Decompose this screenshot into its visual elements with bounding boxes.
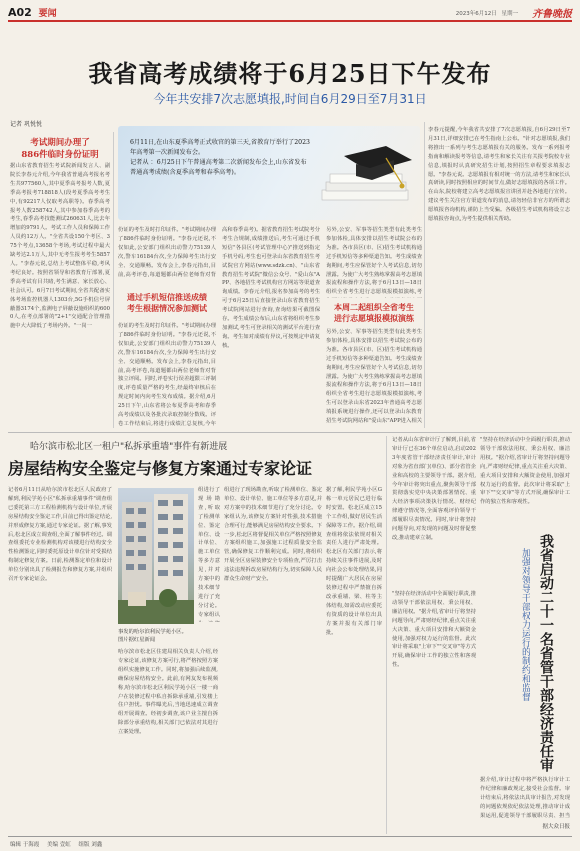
graduation-cap-icon [314, 128, 424, 220]
audit-article-body2: 据介绍,审计过程中将严格执行审计工作纪律和廉政规定,接受社会监督。审计结束后,将依法出具审计报告,对发现的问题依规依纪依法处理,推动审计成果运用,促进领导干部履职尽责、担当 [480, 777, 570, 819]
photo-caption: 事发的哈尔滨利民学苑小区。 图片据红星新闻 [118, 629, 187, 643]
building-photo [118, 488, 194, 624]
lower-article-col3: 组进行了现场勘查,听取了检测单位、鉴定单位、设计单位、施工单位等多方意见,并对方案中的技术细节进行了充分讨论。专家组认为,该修复方案针对性强,技术措施合理可行,能够满足房屋结构安全要求。下一步,松北区将督促相关单位严格按照修复方案组织施工,加强施工过程质量安全监管,确保修复工作顺利完成。同时,将组织开展全区房屋装修安全专项检查,严厉打击违法违规拆改房屋结构行为,切实保障人民群众生命财产安全。 [224, 487, 322, 583]
header-date [456, 9, 518, 17]
column-divider [113, 132, 114, 428]
footer-designer: 美编 壹虹 [47, 842, 71, 848]
main-article-col5: 李春元提醒,今年我省共安排了7次志愿填报,自6月29日至7月31日,详细安排已在考生指南上公布。"针对志愿填报,我们将推出一系列与考生志愿填报有关的服务。发布一系列报考指南和解读报考等信息,请考生和家长关注有关报考院校专业信息,填报时认真研究招生计划,按照招生章程要求填报志愿。"李春元说。志愿填报有相对统一的方法,请考生和家长认真研读,同时按照相应的时间节点,做好志愿填报的各项工作。在山东,院校将建立高考志愿填报宣讲团并赴各地进行宣传。建议考生关注官方渠道发布的消息,请勿轻信非官方的所谓志愿填报咨询机构,谨防上当受骗。各级招生考试机构将设立志愿填报咨询点,为考生提供相关帮助。 [428, 127, 570, 223]
issue-date: 2023年6月12日 [455, 11, 497, 17]
main-article-col2-cont: 份证的考生及时打印证件。"考试期间办理了886件临时身份证明。"李春元还说,不仅如此,公安部门组织出动警力75139人次,警车16184台次,全力保障考生出行安全、交通顺畅。发布会上,李春元指出,目前,高考评卷,每道题都由两位老师背对背独立评阅。同时,评卷实行误差超限三评制度,评卷质量严格的考生,经最终审核后在规定时间内向考生发布成绩。据介绍,6月25日下午,山东省将公布夏季高考和春季高考成绩以及各批次录取控制分数线。评卷工作结束后,将进行成绩汇总复核,今年 [118, 323, 216, 426]
main-article-col3: 高和春季高考)。据省教育招生考试院考分考生合规制,成绩推送后,考生可通过手机短信"各县区(考试管理中心)"推送到指定手机号码,考生也可登录山东省教育招生考试院官方网站(www.sdzk.cn)、"山东省教育招生考试院"微信公众号、"爱山东"APP、各地招生考试机构官方网站等渠道查询成绩。李春元介绍,报名参加高考的考生可于6月25日后直接登录山东省教育招生考试院网站进行查询,查询结果可截图保存。考生成绩公布后,山东省将组织考生参加测试,考生可登录相关的测试平台进行查询。考生如对成绩有异议,可按规定申请复核。 [222, 227, 320, 349]
byline: 记者 巩悦悦 [10, 121, 42, 128]
column-divider [424, 122, 425, 428]
subhead-mock-drill: 本周二起组织全省考生 进行志愿填报模拟演练 [334, 302, 414, 323]
lower-article-col4: 据了解,利民学苑小区G栋一单元居民已进行临时安置。松北区成立15个工作组,做好居民生活保障等工作。据介绍,调查组将依法依规对相关责任人进行严肃处理。松北区有关部门表示,将持续关注事件进展,及时向社会公布处理结果,同时提醒广大居民在房屋装修过程中严禁擅自拆改承重墙、梁、柱等主体结构,如需改动应委托有资质的设计单位出具方案并报有关部门审批。 [326, 487, 382, 636]
main-subheadline: 今年共安排7次志愿填报,时间自6月29日至7月31日 [153, 92, 427, 106]
lower-kicker: 哈尔滨市松北区一租户"私拆承重墙"事件有新进展 [30, 442, 228, 452]
column-divider [386, 436, 387, 834]
box-title: 考试期间办理了 886件临时身份证明 [21, 138, 99, 160]
footer-rule [8, 836, 572, 837]
callout-text: 6月11日,在山东夏季高考正式收官的第三天,省教育厅举行了2023年高考第一次新闻发布会。 记者从 ：6月25日下午普通高考第二次新闻发布会上,山东省发布普通高考成绩(含夏季高考和春季高考)。 [130, 139, 310, 176]
footer-editor: 编辑 于海霞 [10, 842, 40, 848]
lower-headline: 房屋结构安全鉴定与修复方案通过专家论证 [8, 459, 313, 478]
page-number: A02 [8, 6, 32, 19]
footer-credits [10, 840, 102, 848]
issue-weekday: 星期一 [501, 11, 518, 17]
main-article-col4: 另外,公安、军事等招生类型有此类考生参加体检,具体安排以招生考试院公布的为准。各市县区(市、区)招生考试机构通过手机短信等多种渠道告知。考生成绩查询期间,考生应保管好个人考试信息,切勿泄露。为使广大考生熟练掌握高考志愿填报流程和操作方法,将于6月13日—18日组织全省考生进行志愿填报模拟演练,考 [326, 227, 422, 296]
audit-article-body: "坚持在经济活动中全面履行职责,推动领导干部依法用权、秉公用权、廉洁用权。"据介绍,省审计厅将坚持问题导向,严肃财经纪律,重点关注重大决策、重大项目安排和大额资金使用,加强对权力运行的监督。此次审计将采取"上审下""交叉审"等方式开展,确保审计工作的独立性和客观性。 [392, 591, 476, 669]
lower-article-col2: 哈尔滨市松北区住建局相关负责人介绍,经专家论证,该修复方案可行,将严格按照方案组织实施修复工作。同时,将加强后续监测,确保房屋结构安全。此前,有网友发布视频称,哈尔滨市松北区利民学苑小区一楼一商户在装修过程中私自拆除承重墙,引发楼上住户担忧。事件曝光后,当地迅速成立调查组开展调查。经初步调查,该户业主擅自拆除部分承重结构,相关部门已依法对其进行立案处理。 [118, 649, 218, 736]
lower-article-col1: 记者6月11日从哈尔滨市松北区人民政府了解到,利民学苑小区"私拆承重墙事件"调查组已委托第三方工程检测机构与设计单位,开展房屋结构安全鉴定工作,目前已得出鉴定结论,并形成修复方案,通过专家论证。据了解,事发后,松北区成立调查组,全面了解事件经过。调查组委托专业检测机构对该楼进行结构安全性检测鉴定,同时委托原设计单位针对受损结构制定修复方案。日前,检测鉴定单位和设计单位分别出具了检测报告和修复方案,并组织召开专家论证会。 [8, 487, 112, 583]
audit-article-top-right: "坚持在经济活动中全面履行职责,推动领导干部依法用权、秉公用权、廉洁用权。"据介绍,省审计厅将坚持问题导向,严肃财经纪律,重点关注重大决策、重大项目安排和大额资金使用,加强对权力运行的监督。此次审计将采取"上审下""交叉审"等方式开展,确保审计工作的独立性和客观性。 [480, 437, 570, 506]
footer-proofreader: 组版 刘鑫 [78, 842, 103, 848]
audit-byline: 据大众日报 [542, 824, 570, 830]
header-rule [8, 20, 572, 22]
main-article-col2: 份证的考生及时打印证件。"考试期间办理了886件临时身份证明。"李春元还说,不仅如此,公安部门组织出动警力75139人次,警车16184台次,全力保障考生出行安全、交通顺畅。发布会上,李春元指出,目前,高考评卷,每道题都由两位老师背对背 [118, 227, 216, 278]
page-code [8, 6, 57, 19]
building-illustration [118, 488, 194, 624]
subhead-sms-push: 通过手机短信推送成绩 考生根据情况参加测试 [127, 292, 207, 313]
section-divider [8, 432, 572, 433]
audit-headline: 我省启动二十一名省管干部经济责任审 [538, 534, 554, 772]
audit-subhead: 加强对领导干部权力运行的制约和监督 [520, 548, 530, 701]
callout-box [118, 126, 420, 220]
audit-article-top: 记者从山东省审计厅了解到,目前,省审计厅已在36个单位启动,启动2023年度省管干部经济责任审计,审计对象为省直部门(单位)、部分省管企业和高校的主要领导干部。据介绍,今年审计将突出重点,聚焦领导干部贯彻落实党中央决策部署情况、重大经济事项决策执行情况、财经纪律遵守情况等,全面客观评价领导干部履职尽责情况。同时,审计将坚持问题导向,对发现的问题及时督促整改,推动建章立制。 [392, 437, 476, 541]
lower-article-col2-side: 组进行了现场勘查,听取了检测单位、鉴定单位、设计单位、施工单位等多方意见,并对方案中的技术细节进行了充分讨论。专家组认 [198, 487, 220, 618]
main-article-col4-cont: 另外,公安、军事等招生类型有此类考生参加体检,具体安排以招生考试院公布的为准。各市县区(市、区)招生考试机构通过手机短信等多种渠道告知。考生成绩查询期间,考生应保管好个人考试信息,切勿泄露。为使广大考生熟练掌握高考志愿填报流程和操作方法,将于6月13日—18日组织全省考生进行志愿填报模拟演练,考生可以登录山东省2023年普通高考志愿填报系统进行操作,还可以登录山东教育招生考试院网站和"爱山东"APP进入相关 [326, 329, 422, 425]
newspaper-logo: 齐鲁晚报 [532, 9, 572, 20]
main-headline: 我省高考成绩将于6月25日下午发布 [88, 59, 492, 88]
section-name: 要闻 [38, 9, 57, 19]
main-article-col1: 据山东省教育招生考试院新闻发言人、副院长李春元介绍,今年我省普通高考报名考生共977560人,其中夏季高考报考人数,夏季高考报考718818人(段考夏季高考考生中,有92217人仅取考高职等)。春季高考报考人数258742人,其中参加春季高考的考生,春季高考技能测试260631人,比去年增加的9791人。考试工作人员和保障工作人员约12万人。"全省共设150个考区、375个考点,13658个考场,考试过程中最大缺考达2.1万人,其中无考生报考考生5857人。"李春元说,总结上考试整体平稳,考风考纪良好。按照省领导和省教育厅部署,夏季高考试有目共睹,考生满意、家长放心、社会认可。6月7日考试期间,全省共配备实体考场监控机器人1303台,5G手机信号屏蔽器3174个,监测电子屏蔽设施组织的6000人,在考点部署的"2+1"交通配合管理措施中大大降低了考场内外。"一岗一 [10, 163, 110, 330]
